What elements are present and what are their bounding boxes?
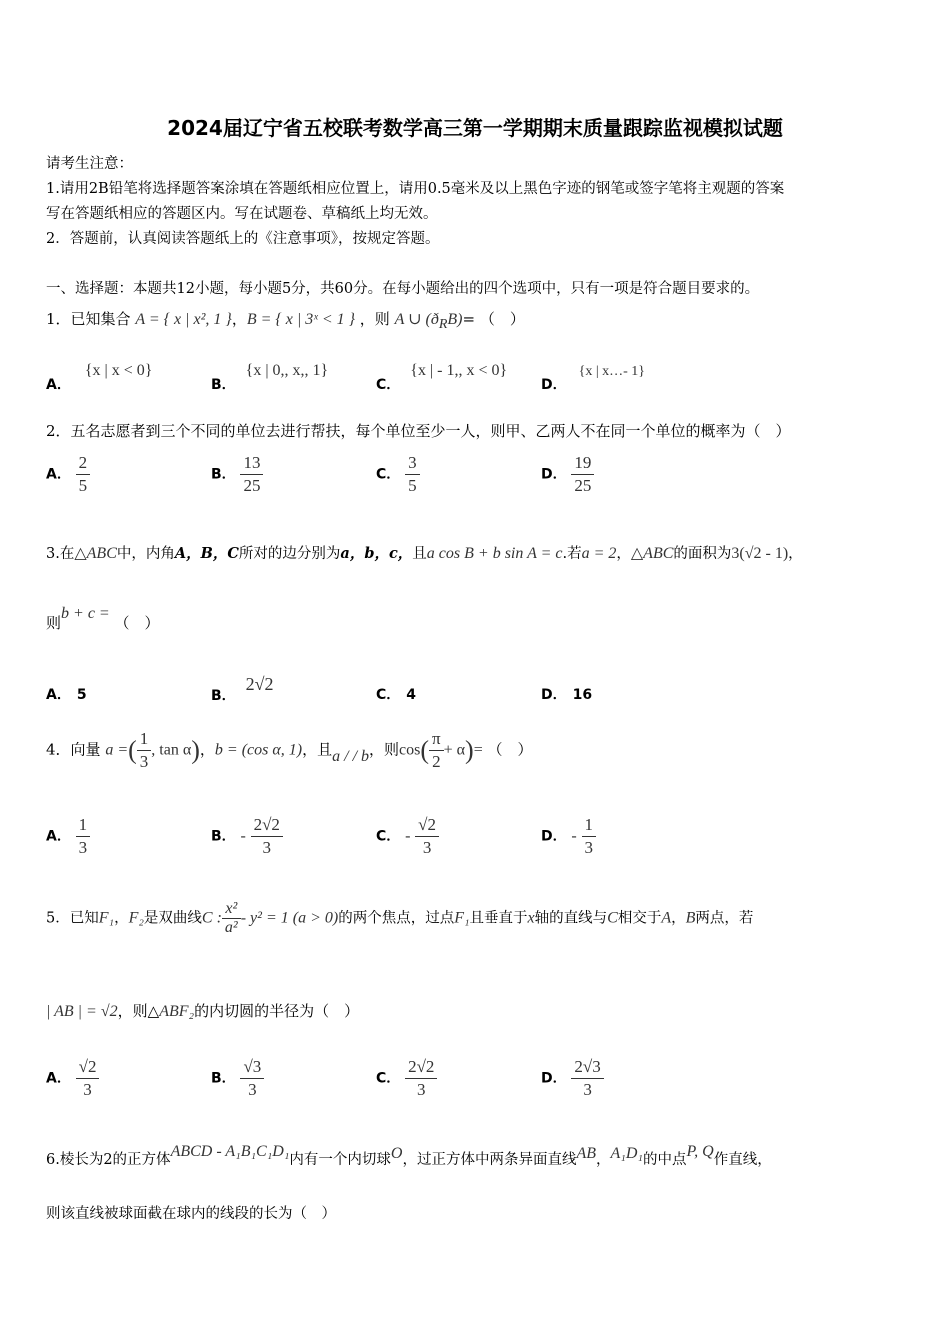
q2-option-d: D． $\frac{19}{25}$ xyxy=(541,452,594,497)
q1-sub: R xyxy=(438,317,448,332)
q4-vector-a: a = xyxy=(105,741,129,759)
q1-set-b: B = { x | 3ˣ < 1 } xyxy=(246,311,356,328)
notice-line-2: 2．答题前，认真阅读答题纸上的《注意事项》，按规定答题。 xyxy=(46,231,440,247)
q5-option-c: C． $\frac{2√2}{3}$ xyxy=(376,1056,437,1101)
q3-option-b: B．2√2 xyxy=(211,674,274,704)
q3-equation: a cos B + b sin A = c xyxy=(426,545,563,562)
notice-heading: 请考生注意： xyxy=(46,156,133,172)
q2-option-a: A． $\frac{2}{5}$ xyxy=(46,452,90,497)
notice-line-1: 1.请用2B铅笔将选择题答案涂填在答题纸相应位置上，请用0.5毫米及以上黑色字迹的钢笔或签字笔将主观题的答案 xyxy=(46,181,785,197)
q3-area: 3(√2 - 1) xyxy=(731,545,789,562)
q5-line-2: | AB | = √2，则△ABF₂的内切圆的半径为（ ） xyxy=(46,1002,360,1020)
q1-tail: = （ ） xyxy=(462,310,525,328)
q5-option-b: B． $\frac{√3}{3}$ xyxy=(211,1056,264,1101)
q2-b-den: 25 xyxy=(243,476,261,495)
q3-triangle: △ABC xyxy=(74,545,117,562)
q6-cube: ABCD - A₁B₁C₁D₁ xyxy=(170,1143,290,1160)
q2-option-c: C． $\frac{3}{5}$ xyxy=(376,452,420,497)
q5-ab: | AB | = √2 xyxy=(46,1003,118,1020)
q1-option-d: D．{x | x…- 1} xyxy=(541,364,646,393)
q2-d-num: 19 xyxy=(571,452,594,475)
q1-option-a: A．{x | x < 0} xyxy=(46,362,153,393)
q2-option-b: B． $\frac{13}{25}$ xyxy=(211,452,263,497)
q2-c-num: 3 xyxy=(405,452,420,475)
q1-then: ，则 xyxy=(359,310,390,328)
notice-line-1b: 写在答题纸相应的答题区内。写在试题卷、草稿纸上均无效。 xyxy=(46,206,438,222)
question-6: 6.棱长为2的正方体ABCD - A₁B₁C₁D₁内有一个内切球O，过正方体中两条异面直线AB，A₁D₁的中点P, Q作直线， xyxy=(46,1143,772,1168)
q3-option-a: A． 5 xyxy=(46,687,87,703)
q4-parallel: a / / b xyxy=(332,747,370,765)
q2-c-den: 5 xyxy=(408,476,417,495)
q1-expr2: B) xyxy=(447,311,463,328)
q1-comma: ， xyxy=(231,310,247,328)
q4-option-d: D． - $\frac{1}{3}$ xyxy=(541,814,596,859)
q3-b-plus-c: b + c = xyxy=(61,605,110,622)
q3-triangle-2: △ABC xyxy=(630,545,674,562)
q1-expr: A ∪ (ð xyxy=(394,311,439,328)
question-1 xyxy=(46,308,525,333)
q3-line-2: 则b + c = （ ） xyxy=(46,605,160,632)
q1-prefix: 1．已知集合 xyxy=(46,310,131,328)
q4-option-a: A． $\frac{1}{3}$ xyxy=(46,814,90,859)
q3-option-d: D． 16 xyxy=(541,687,593,703)
q2-a-num: 2 xyxy=(76,452,91,475)
q5-option-d: D． $\frac{2√3}{3}$ xyxy=(541,1056,604,1101)
q2-d-den: 25 xyxy=(574,476,592,495)
question-2: 2．五名志愿者到三个不同的单位去进行帮扶，每个单位至少一人，则甲、乙两人不在同一个单位的概率为（ ） xyxy=(46,422,791,440)
question-4: 4．向量 a =( $\frac{1}{3}$ , tan α)，b = (cos α, 1)，且a / / b，则cos( $\frac{\pi}{2}$ + α)= （ ） xyxy=(46,729,533,771)
q4-option-c: C． - $\frac{√2}{3}$ xyxy=(376,814,439,859)
q5-option-a: A． $\frac{√2}{3}$ xyxy=(46,1056,99,1101)
q3-a-value: a = 2 xyxy=(581,545,617,562)
q1-set-a: A = { x | x², 1 } xyxy=(135,311,232,328)
section-heading: 一、选择题：本题共12小题，每小题5分，共60分。在每小题给出的四个选项中，只有一项是符合题目要求的。 xyxy=(46,281,760,297)
q2-a-den: 5 xyxy=(78,476,88,495)
q3-option-c: C． 4 xyxy=(376,687,417,703)
q1-option-c: C．{x | - 1,, x < 0} xyxy=(376,362,508,393)
question-5: 5．已知F₁，F₂是双曲线C : $\frac{\text{x²}}{\text{a²}}$ - y² = 1 (a > 0)的两个焦点，过点F₁且垂直于x轴的直线与C相交于A，B两点，若 xyxy=(46,900,754,936)
q1-option-b: B．{x | 0,, x,, 1} xyxy=(211,362,329,393)
q6-line-2: 则该直线被球面截在球内的线段的长为（ ） xyxy=(46,1206,336,1222)
question-3: 3.在△ABC中，内角A，B，C所对的边分别为a，b，c，且a cos B + b sin A = c.若a = 2，△ABC的面积为3(√2 - 1)， xyxy=(46,545,803,562)
q2-b-num: 13 xyxy=(240,452,263,475)
page-title: 2024届辽宁省五校联考数学高三第一学期期末质量跟踪监视模拟试题 xyxy=(167,116,783,140)
q4-option-b: B． - $\frac{2√2}{3}$ xyxy=(211,814,283,859)
q4-vector-b: b = (cos α, 1) xyxy=(214,741,303,759)
